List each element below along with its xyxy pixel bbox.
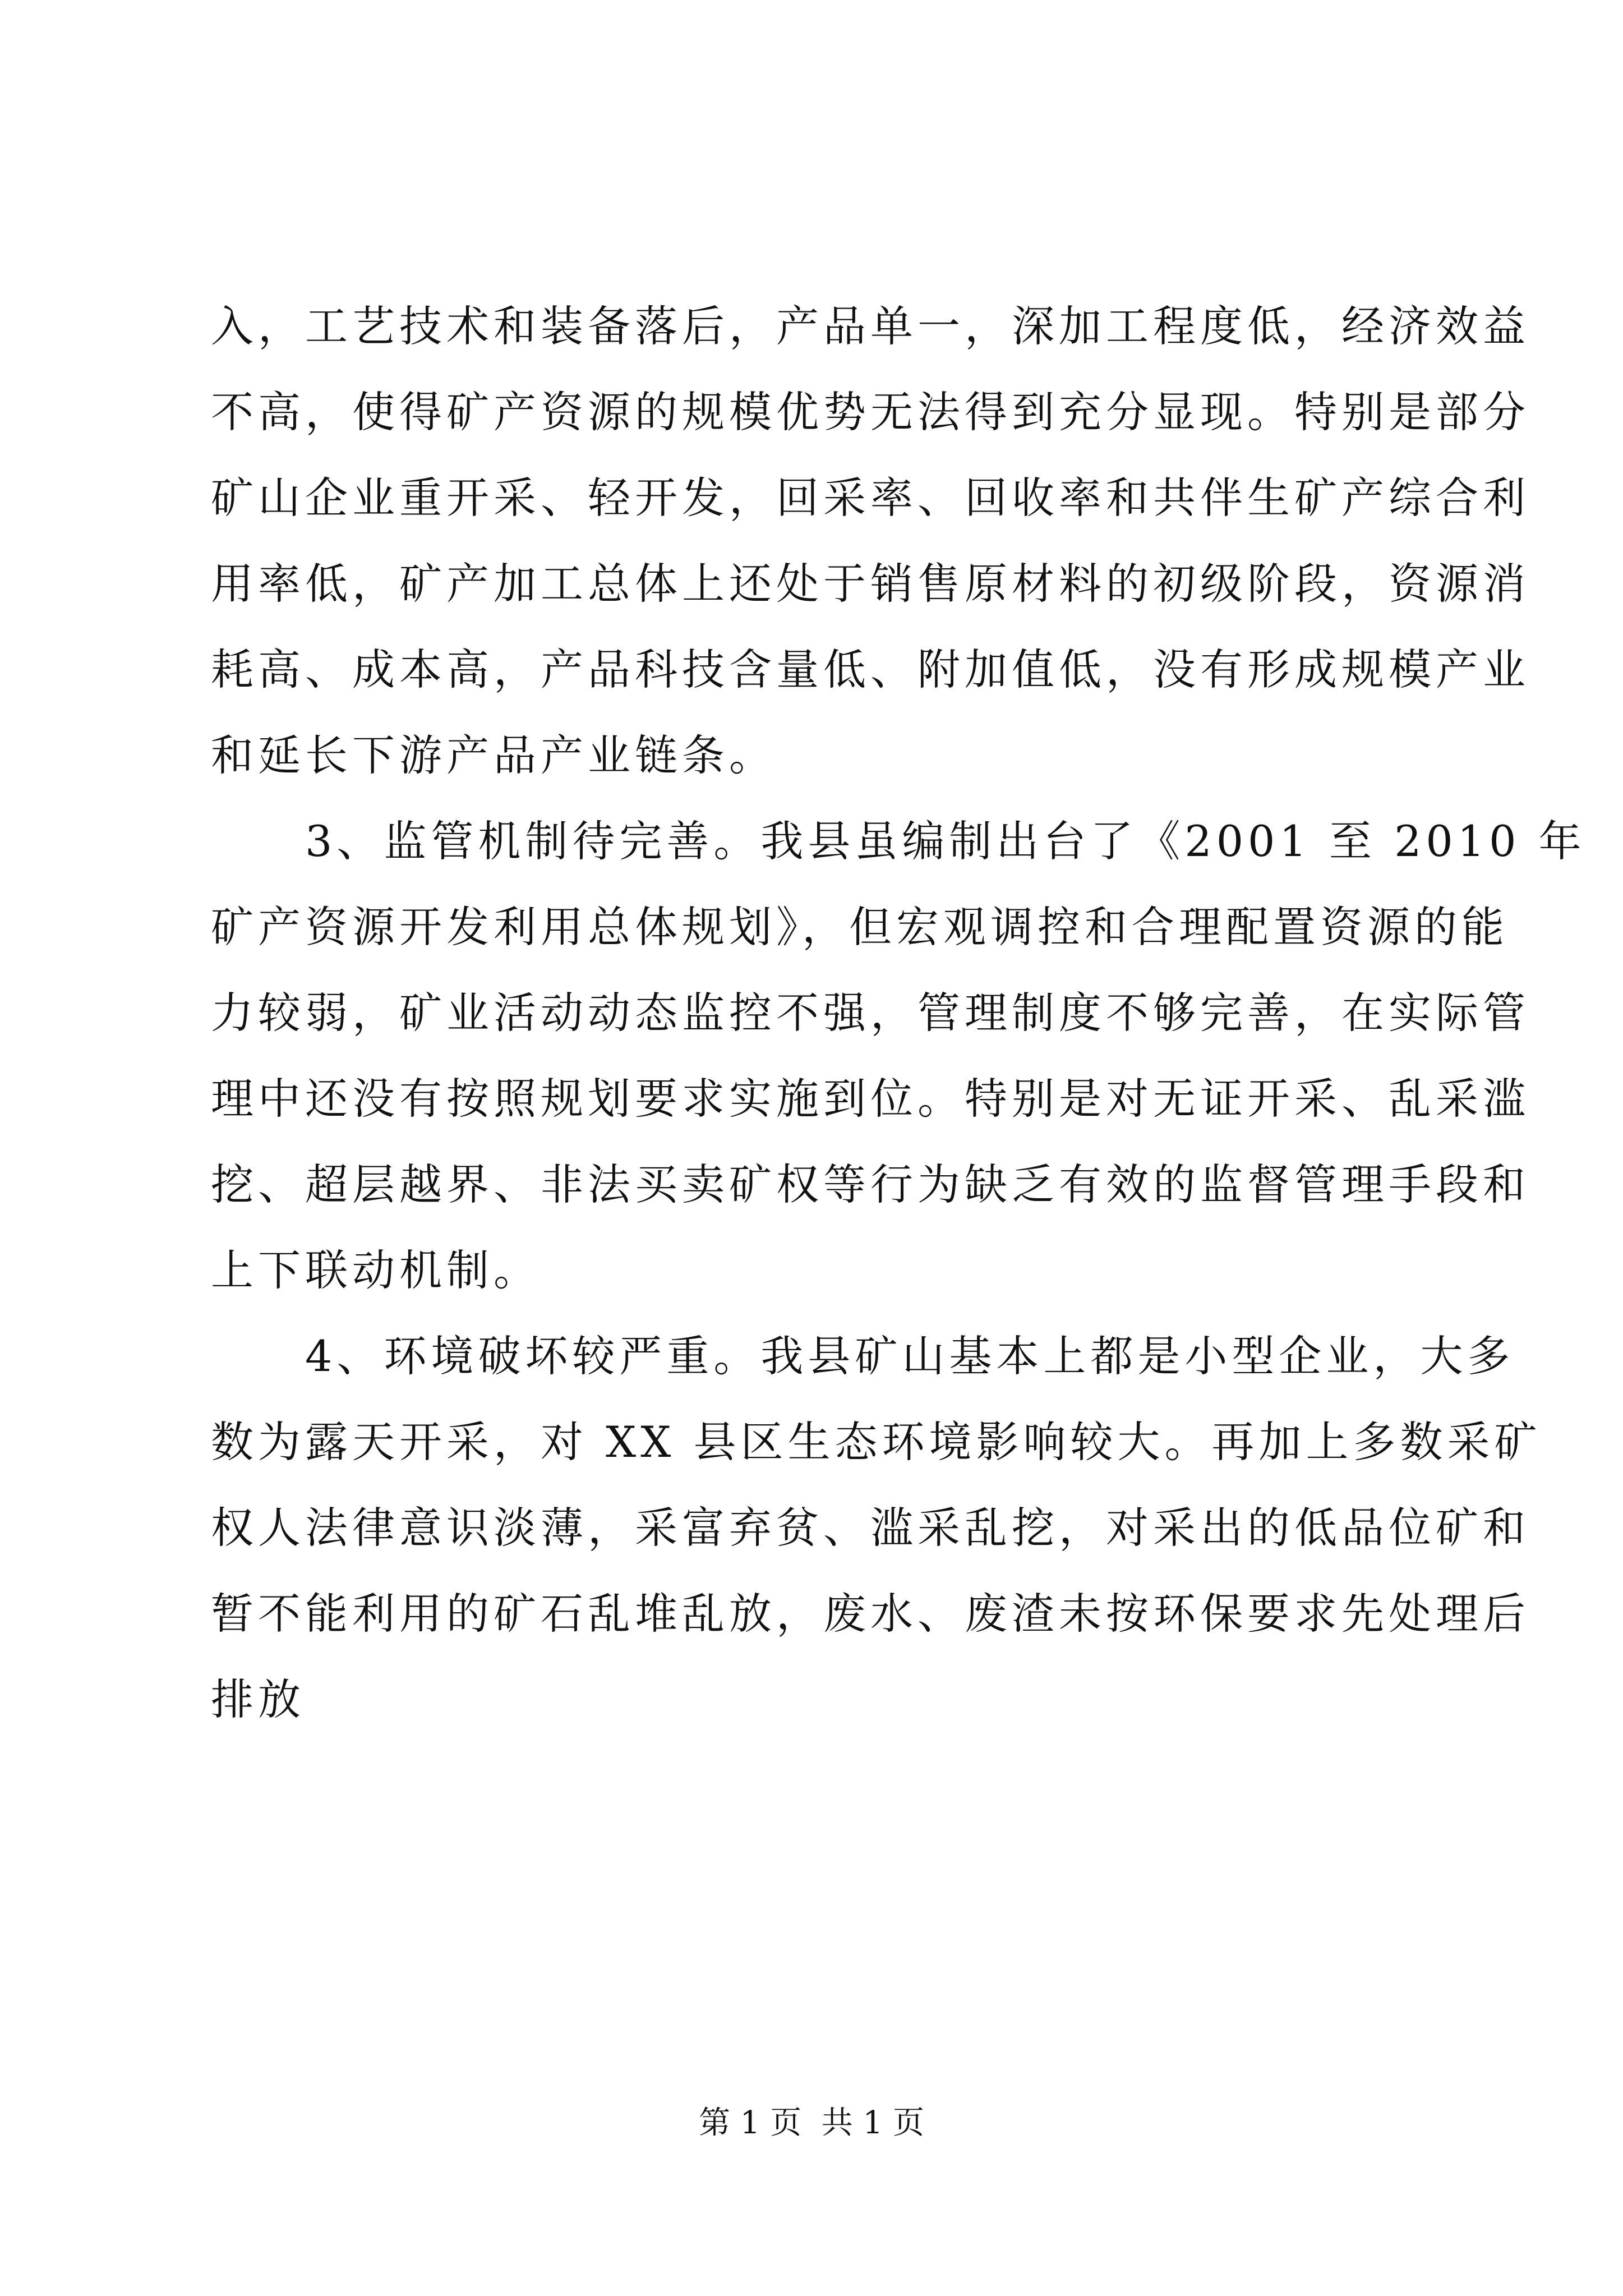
text-line: 排放 [211, 1674, 305, 1724]
page-number-label: 第 1 页 共 1 页 [698, 2105, 925, 2141]
text-line: 矿山企业重开采、轻开发，回采率、回收率和共伴生矿产综合利 [211, 473, 1530, 523]
text-line: 力较弱，矿业活动动态监控不强，管理制度不够完善，在实际管 [211, 988, 1530, 1038]
text-line: 4、环境破坏较严重。我县矿山基本上都是小型企业，大多 [211, 1331, 1515, 1381]
text-line: 暂不能利用的矿石乱堆乱放，废水、废渣未按环保要求先处理后 [211, 1589, 1530, 1639]
text-line: 权人法律意识淡薄，采富弃贫、滥采乱挖，对采出的低品位矿和 [211, 1503, 1530, 1553]
text-line: 挖、超层越界、非法买卖矿权等行为缺乏有效的监督管理手段和 [211, 1159, 1530, 1209]
text-line: 上下联动机制。 [211, 1245, 541, 1295]
text-line: 不高，使得矿产资源的规模优势无法得到充分显现。特别是部分 [211, 387, 1530, 437]
text-line: 用率低，矿产加工总体上还处于销售原材料的初级阶段，资源消 [211, 559, 1530, 609]
page-footer [0, 2101, 1623, 2146]
text-line: 矿产资源开发利用总体规划》，但宏观调控和合理配置资源的能 [211, 902, 1509, 952]
text-line: 和延长下游产品产业链条。 [211, 730, 776, 780]
text-line: 3、监管机制待完善。我县虽编制出台了《2001 至 2010 年 [211, 816, 1586, 866]
document-body [211, 283, 1586, 1742]
text-line: 耗高、成本高，产品科技含量低、附加值低，没有形成规模产业 [211, 645, 1530, 694]
text-line: 数为露天开采，对 XX 县区生态环境影响较大。再加上多数采矿 [211, 1417, 1542, 1467]
text-line: 入，工艺技术和装备落后，产品单一，深加工程度低，经济效益 [211, 301, 1530, 351]
text-line: 理中还没有按照规划要求实施到位。特别是对无证开采、乱采滥 [211, 1074, 1530, 1124]
